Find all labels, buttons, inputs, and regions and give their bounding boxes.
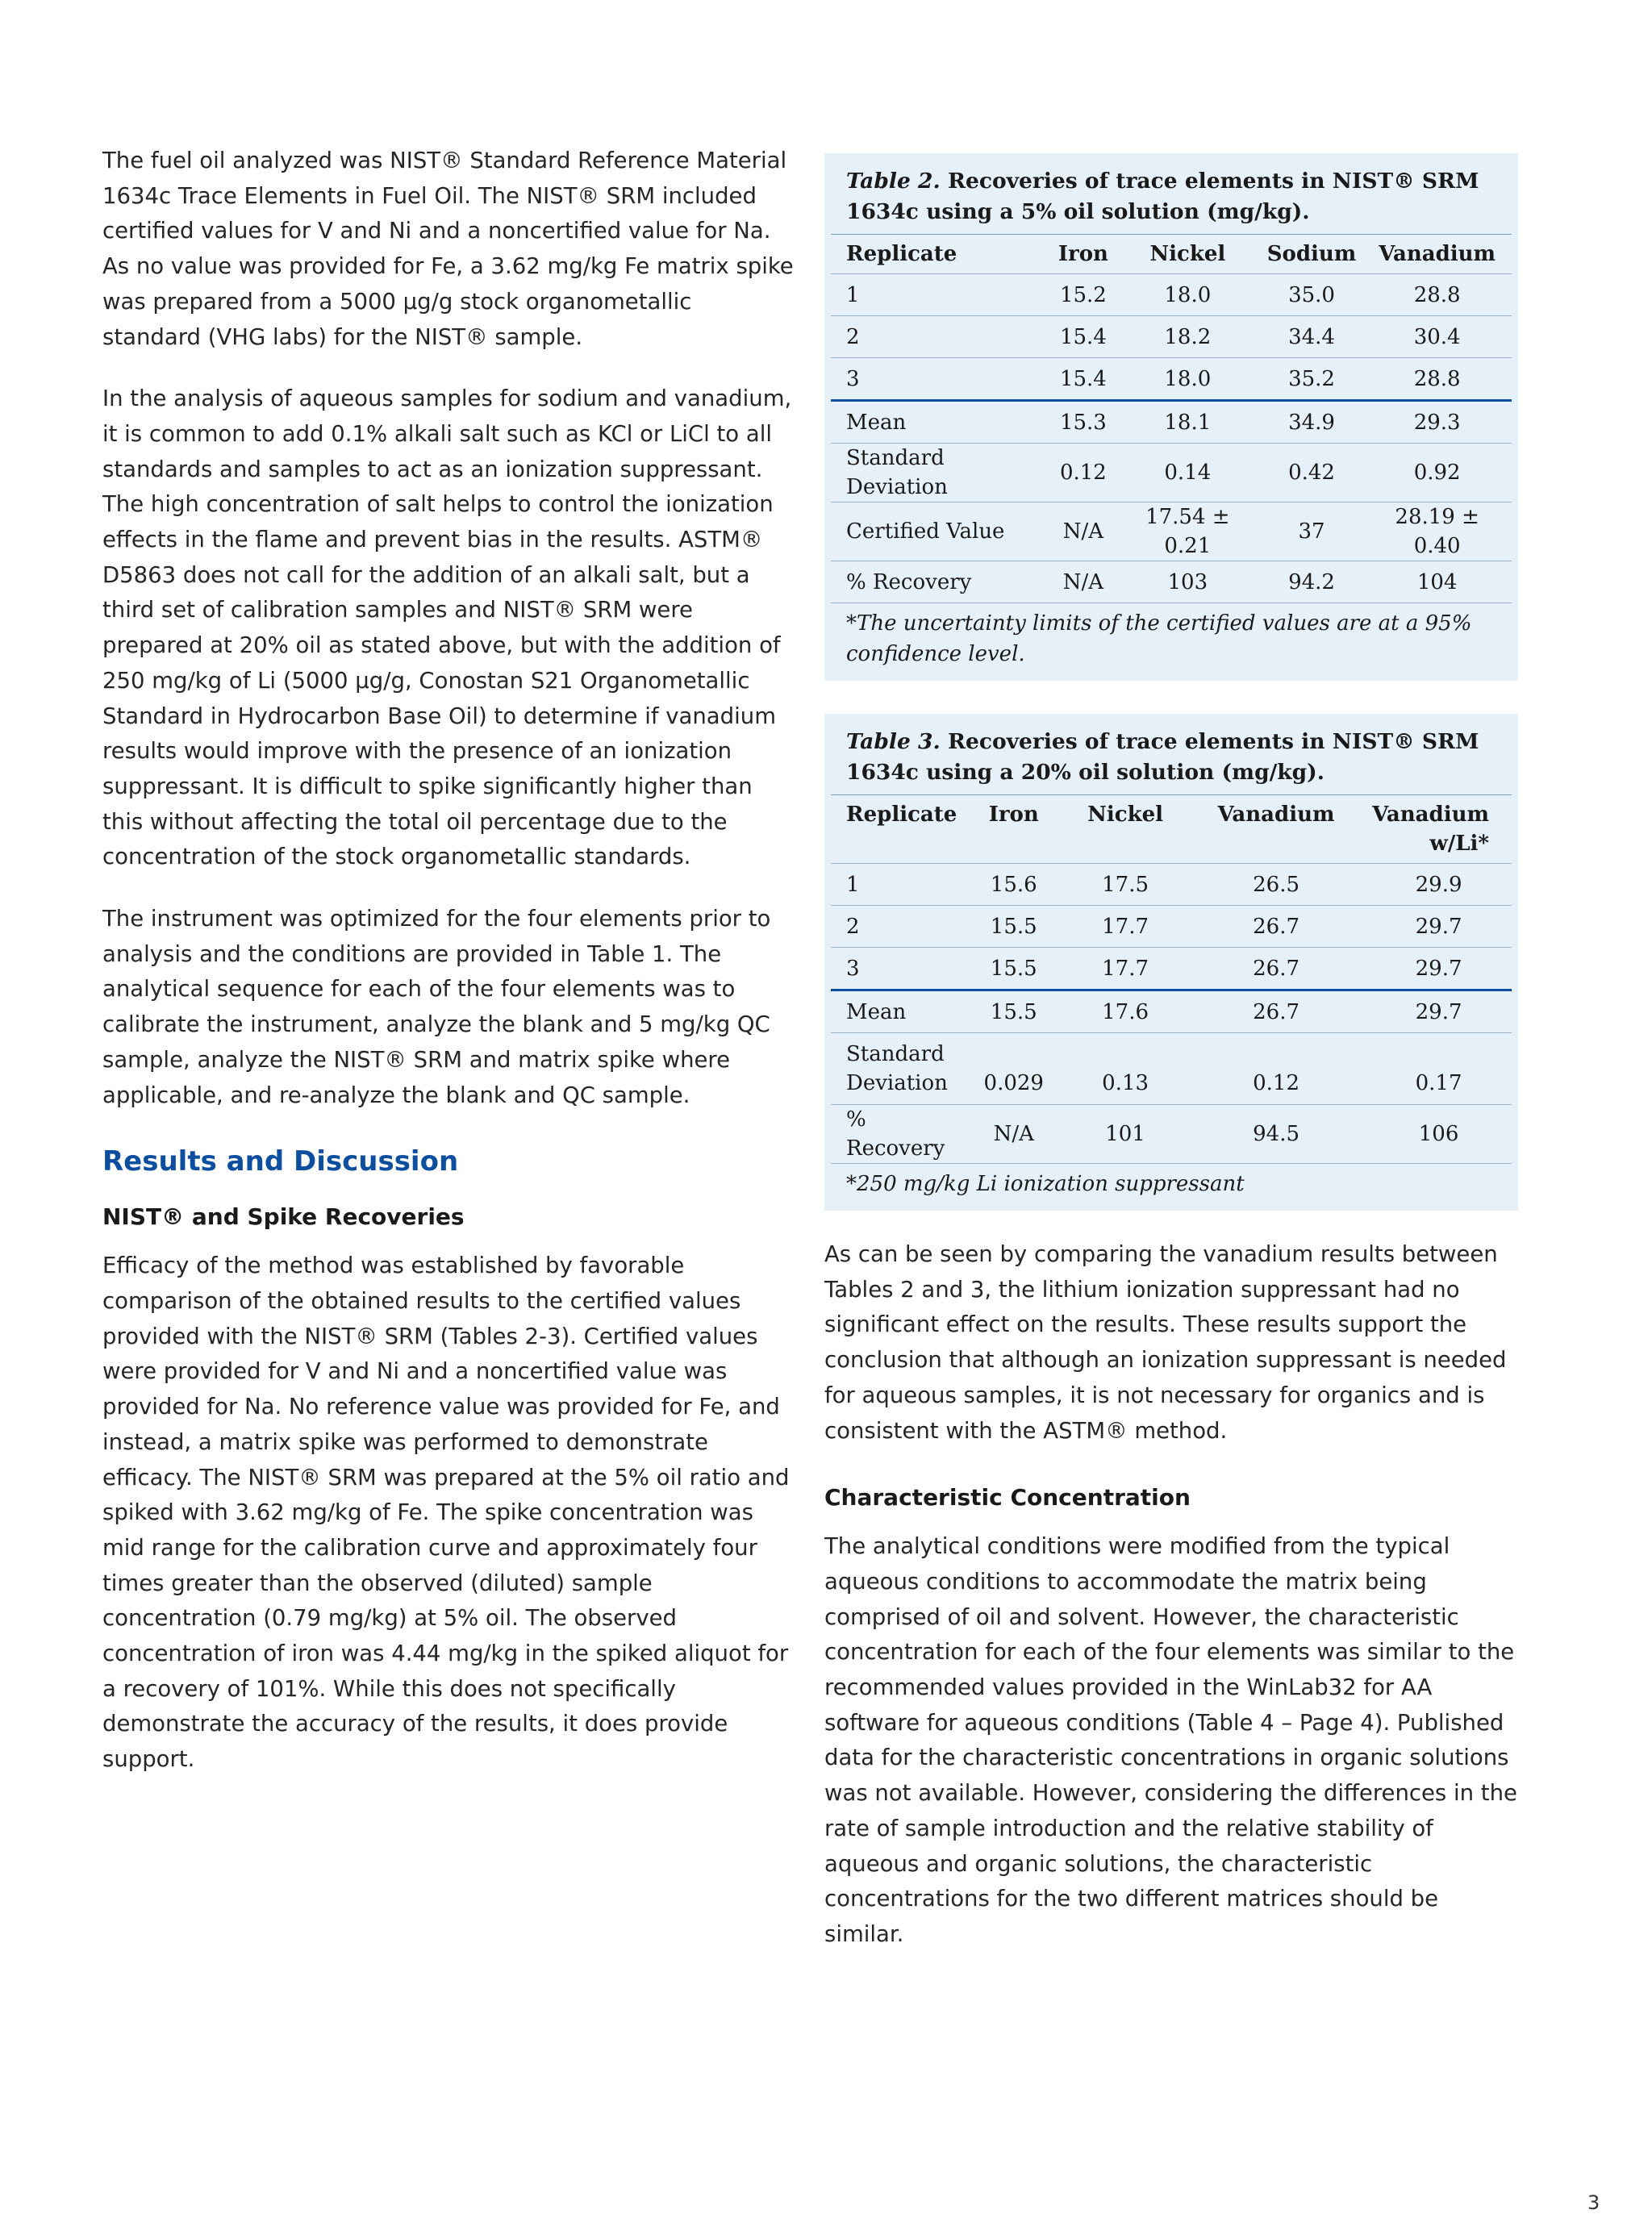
table-cell: 26.7 xyxy=(1187,906,1366,948)
table-cell: 29.7 xyxy=(1366,948,1512,990)
table-cell: 94.2 xyxy=(1261,561,1363,603)
left-column xyxy=(102,144,796,1804)
table-2-label: Table 2. xyxy=(846,169,941,194)
table-cell: 26.7 xyxy=(1187,990,1366,1033)
table-cell: Standard Deviation xyxy=(831,1033,963,1105)
table-cell: 15.5 xyxy=(963,906,1064,948)
table-cell: 34.4 xyxy=(1261,316,1363,358)
table-cell: 15.2 xyxy=(1052,274,1115,316)
table-cell: 101 xyxy=(1064,1105,1187,1164)
table-cell: N/A xyxy=(963,1105,1064,1164)
table-cell: 1 xyxy=(831,864,963,906)
right-column xyxy=(824,1237,1518,1979)
table-cell: Certified Value xyxy=(831,502,1052,561)
table-cell: 15.5 xyxy=(963,990,1064,1033)
table-3-label: Table 3. xyxy=(846,729,941,754)
table-cell: 37 xyxy=(1261,502,1363,561)
table-2-header-cell: Replicate xyxy=(831,235,1052,274)
table-cell: % Recovery xyxy=(831,561,1052,603)
table-2-footnote: *The uncertainty limits of the certified values are at a 95% confidence level. xyxy=(846,611,1472,666)
table-2-header-cell: Vanadium xyxy=(1362,235,1512,274)
table-3-header-cell: Replicate xyxy=(831,795,963,864)
intro-paragraph: The fuel oil analyzed was NIST® Standard Reference Material 1634c Trace Elements in Fuel Oil. The NIST® SRM included certified values for V and Ni and a noncertified value for Na. As no value was provided for Fe, a 3.62 mg/kg Fe matrix spike was prepared from a 5000 μg/g stock organometallic standard (VHG labs) for the NIST® sample. xyxy=(102,148,794,350)
table-cell: 29.7 xyxy=(1366,990,1512,1033)
table-cell: 28.8 xyxy=(1362,358,1512,401)
page-number: 3 xyxy=(1587,2191,1600,2214)
table-cell: N/A xyxy=(1052,502,1115,561)
table-cell: 0.12 xyxy=(1052,444,1115,502)
table-row xyxy=(831,502,1512,561)
table-cell: 15.6 xyxy=(963,864,1064,906)
table-2-caption xyxy=(831,153,1512,234)
table-cell: 28.8 xyxy=(1362,274,1512,316)
table-3-caption-text: Recoveries of trace elements in NIST® SRM 1634c using a 20% oil solution (mg/kg). xyxy=(846,729,1479,785)
table-cell: 0.92 xyxy=(1362,444,1512,502)
instrument-paragraph: The instrument was optimized for the four elements prior to analysis and the conditions are provided in Table 1. The analytical sequence for each of the four elements was to calibrate the instrument, analyze the blank and 5 mg/kg QC sample, analyze the NIST® SRM and matrix spike where applicable, and re-analyze the blank and QC sample. xyxy=(102,906,771,1108)
table-cell: 15.4 xyxy=(1052,316,1115,358)
table-cell: 0.13 xyxy=(1064,1033,1187,1105)
table-cell: 17.7 xyxy=(1064,906,1187,948)
table-cell: 94.5 xyxy=(1187,1105,1366,1164)
table-cell: 17.54 ± 0.21 xyxy=(1115,502,1261,561)
table-3-header-cell: Nickel xyxy=(1064,795,1187,864)
table-cell: % Recovery xyxy=(831,1105,963,1164)
table-3-header-cell: Vanadium w/Li* xyxy=(1366,795,1512,864)
table-cell: 35.0 xyxy=(1261,274,1363,316)
table-cell: 18.1 xyxy=(1115,401,1261,444)
table-3 xyxy=(824,714,1518,1211)
table-cell: 29.7 xyxy=(1366,906,1512,948)
table-cell: 35.2 xyxy=(1261,358,1363,401)
table-row xyxy=(831,1033,1512,1105)
table-cell: 1 xyxy=(831,274,1052,316)
table-3-footnote: *250 mg/kg Li ionization suppressant xyxy=(846,1172,1245,1196)
table-row xyxy=(831,948,1512,990)
table-cell: 28.19 ± 0.40 xyxy=(1362,502,1512,561)
table-3-header-cell: Iron xyxy=(963,795,1064,864)
results-heading: Results and Discussion xyxy=(102,1145,459,1178)
table-cell: 2 xyxy=(831,316,1052,358)
table-cell: 34.9 xyxy=(1261,401,1363,444)
table-cell: 17.6 xyxy=(1064,990,1187,1033)
comparison-paragraph: As can be seen by comparing the vanadium results between Tables 2 and 3, the lithium ionization suppressant had no significant effect on the results. These results support the conclusion that although an ionization suppressant is needed for aqueous samples, it is not necessary for organics and is consistent with the ASTM® method. xyxy=(824,1241,1507,1444)
efficacy-paragraph: Efficacy of the method was established by favorable comparison of the obtained results to the certified values provided with the NIST® SRM (Tables 2-3). Certified values were provided for V and Ni and a noncertified value was provided for Na. No reference value was provided for Fe, and instead, a matrix spike was performed to demonstrate efficacy. The NIST® SRM was prepared at the 5% oil ratio and spiked with 3.62 mg/kg of Fe. The spike concentration was mid range for the calibration curve and approximately four times greater than the observed (diluted) sample concentration (0.79 mg/kg) at 5% oil. The observed concentration of iron was 4.44 mg/kg in the spiked aliquot for a recovery of 101%. While this does not specifically demonstrate the accuracy of the results, it does provide support. xyxy=(102,1253,790,1773)
table-3-header-row xyxy=(831,795,1512,864)
table-row xyxy=(831,1105,1512,1164)
table-2-header-cell: Sodium xyxy=(1261,235,1363,274)
table-2-grid xyxy=(831,234,1512,603)
table-cell: Mean xyxy=(831,401,1052,444)
table-3-header-cell: Vanadium xyxy=(1187,795,1366,864)
table-row xyxy=(831,990,1512,1033)
table-3-grid xyxy=(831,794,1512,1164)
table-cell: 0.42 xyxy=(1261,444,1363,502)
table-2-caption-text: Recoveries of trace elements in NIST® SRM 1634c using a 5% oil solution (mg/kg). xyxy=(846,169,1479,224)
table-cell: 3 xyxy=(831,358,1052,401)
table-cell: 3 xyxy=(831,948,963,990)
table-cell: 26.7 xyxy=(1187,948,1366,990)
table-row xyxy=(831,864,1512,906)
table-row xyxy=(831,274,1512,316)
table-3-caption xyxy=(831,714,1512,794)
table-cell: 29.3 xyxy=(1362,401,1512,444)
table-2 xyxy=(824,153,1518,681)
table-cell: 0.029 xyxy=(963,1033,1064,1105)
table-row xyxy=(831,401,1512,444)
table-cell: 29.9 xyxy=(1366,864,1512,906)
table-cell: 106 xyxy=(1366,1105,1512,1164)
table-cell: 104 xyxy=(1362,561,1512,603)
table-cell: 18.0 xyxy=(1115,274,1261,316)
table-cell: 26.5 xyxy=(1187,864,1366,906)
table-cell: 17.7 xyxy=(1064,948,1187,990)
characteristic-concentration-heading: Characteristic Concentration xyxy=(824,1484,1191,1511)
nist-recoveries-heading: NIST® and Spike Recoveries xyxy=(102,1203,465,1231)
table-cell: 0.14 xyxy=(1115,444,1261,502)
table-cell: 18.2 xyxy=(1115,316,1261,358)
table-row xyxy=(831,316,1512,358)
table-row xyxy=(831,561,1512,603)
table-cell: N/A xyxy=(1052,561,1115,603)
table-2-header-cell: Iron xyxy=(1052,235,1115,274)
table-2-header-cell: Nickel xyxy=(1115,235,1261,274)
table-cell: 0.17 xyxy=(1366,1033,1512,1105)
ionization-paragraph: In the analysis of aqueous samples for sodium and vanadium, it is common to add 0.1% alkali salt such as KCl or LiCl to all standards and samples to act as an ionization suppressant. The high concentration of salt helps to control the ionization effects in the flame and prevent bias in the results. ASTM® D5863 does not call for the addition of an alkali salt, but a third set of calibration samples and NIST® SRM were prepared at 20% oil as stated above, but with the addition of 250 mg/kg of Li (5000 μg/g, Conostan S21 Organometallic Standard in Hydrocarbon Base Oil) to determine if vanadium results would improve with the presence of an ionization suppressant. It is difficult to spike significantly higher than this without affecting the total oil percentage due to the concentration of the stock organometallic standards. xyxy=(102,386,792,870)
table-row xyxy=(831,444,1512,502)
table-row xyxy=(831,358,1512,401)
table-cell: 17.5 xyxy=(1064,864,1187,906)
table-cell: 18.0 xyxy=(1115,358,1261,401)
table-cell: 0.12 xyxy=(1187,1033,1366,1105)
table-cell: 15.4 xyxy=(1052,358,1115,401)
table-cell: 15.3 xyxy=(1052,401,1115,444)
table-cell: 2 xyxy=(831,906,963,948)
table-cell: 15.5 xyxy=(963,948,1064,990)
table-cell: Standard Deviation xyxy=(831,444,1052,502)
table-cell: 30.4 xyxy=(1362,316,1512,358)
table-row xyxy=(831,906,1512,948)
table-2-header-row xyxy=(831,235,1512,274)
table-cell: Mean xyxy=(831,990,963,1033)
table-cell: 103 xyxy=(1115,561,1261,603)
characteristic-paragraph: The analytical conditions were modified from the typical aqueous conditions to accommodate the matrix being comprised of oil and solvent. However, the characteristic concentration for each of the four elements was similar to the recommended values provided in the WinLab32 for AA software for aqueous conditions (Table 4 – Page 4). Published data for the characteristic concentrations in organic solutions was not available. However, considering the differences in the rate of sample introduction and the relative stability of aqueous and organic solutions, the characteristic concentrations for the two different matrices should be similar. xyxy=(824,1533,1517,1947)
